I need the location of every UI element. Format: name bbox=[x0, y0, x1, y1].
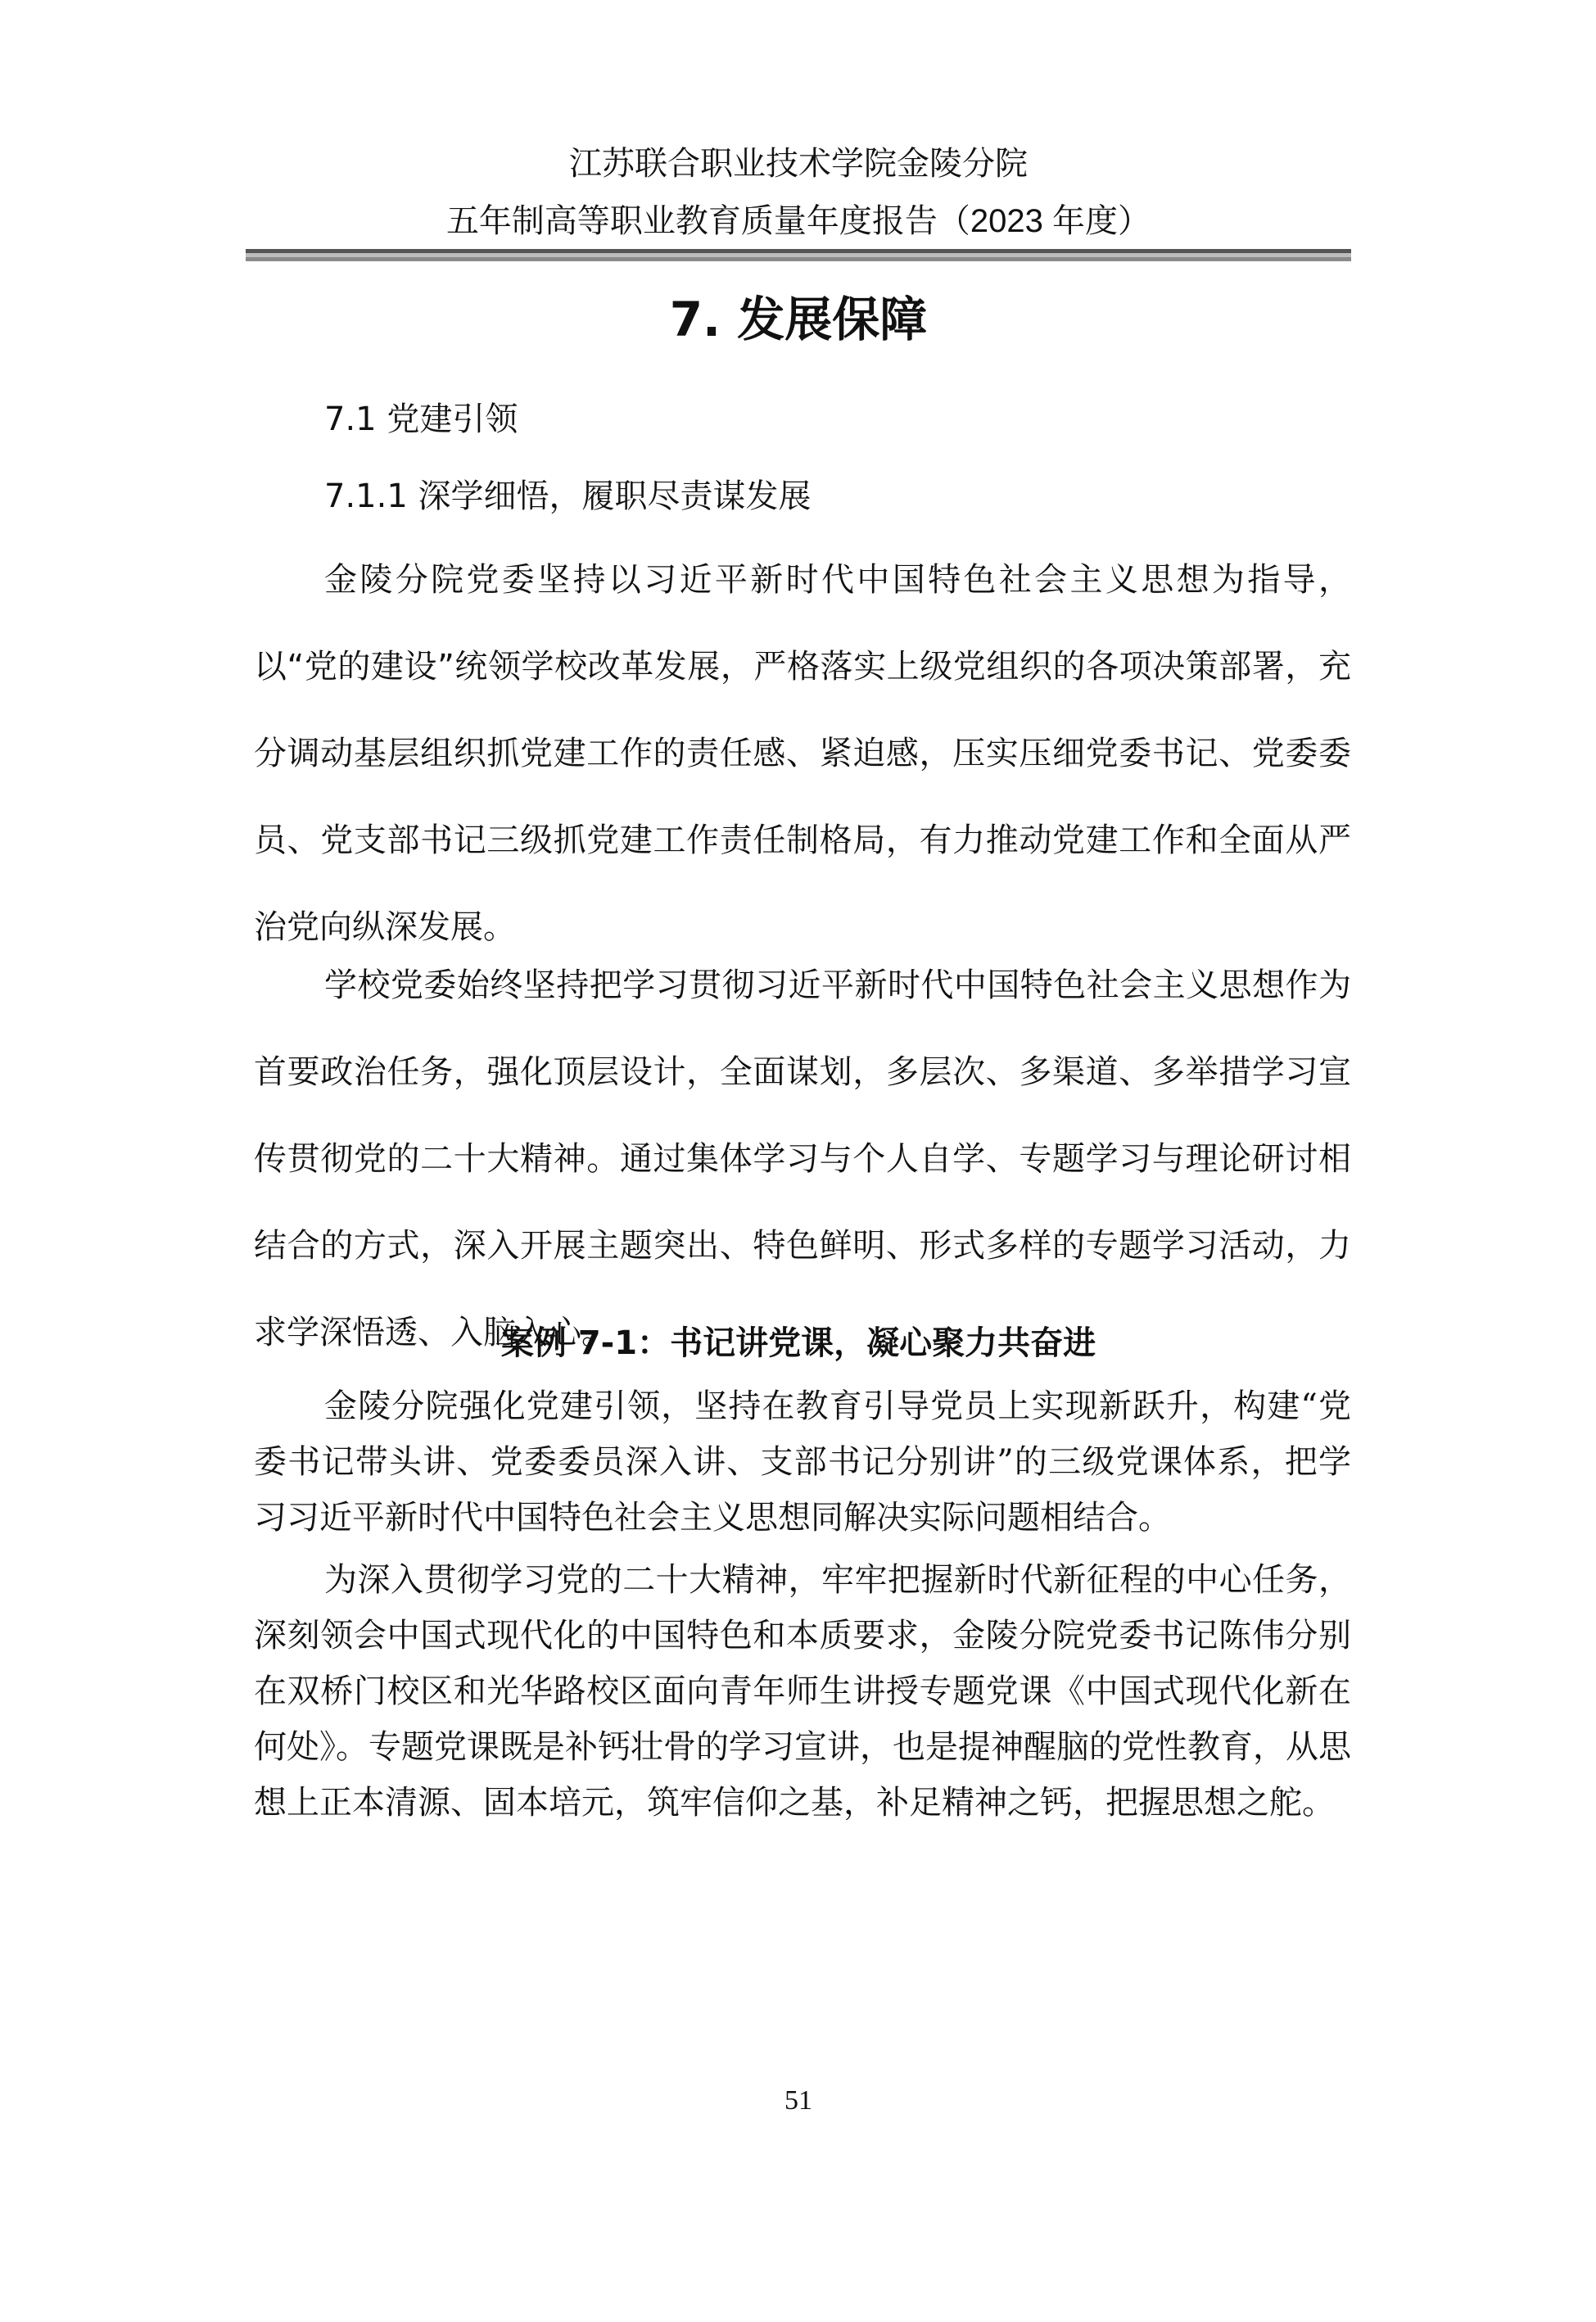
report-header bbox=[246, 135, 1351, 250]
header-institution: 江苏联合职业技术学院金陵分院 bbox=[569, 146, 1028, 182]
page-number: 51 bbox=[784, 2085, 812, 2116]
chapter-title: 7. 发展保障 bbox=[669, 292, 928, 347]
body-paragraph: 学校党委始终坚持把学习贯彻习近平新时代中国特色社会主义思想作为首要政治任务，强化顶层设计，全面谋划，多层次、多渠道、多举措学习宣传贯彻党的二十大精神。通过集体学习与个人自学、专题学习与理论研讨相结合的方式，深入开展主题突出、特色鲜明、形式多样的专题学习活动，力求学深悟透、入脑入心。 bbox=[254, 966, 1351, 1351]
header-divider bbox=[246, 249, 1351, 261]
body-paragraph: 金陵分院党委坚持以习近平新时代中国特色社会主义思想为指导，以“党的建设”统领学校改革发展，严格落实上级党组织的各项决策部署，充分调动基层组织抓党建工作的责任感、紧迫感，压实压细党委书记、党委委员、党支部书记三级抓党建工作责任制格局，有力推动党建工作和全面从严治党向纵深发展。 bbox=[254, 561, 1351, 946]
section-heading: 7.1 党建引领 bbox=[324, 401, 518, 438]
subsection-heading: 7.1.1 深学细悟，履职尽责谋发展 bbox=[324, 478, 812, 515]
case-title: 案例 7-1：书记讲党课，凝心聚力共奋进 bbox=[500, 1324, 1096, 1362]
case-paragraph: 金陵分院强化党建引领，坚持在教育引导党员上实现新跃升，构建“党委书记带头讲、党委委员深入讲、支部书记分别讲”的三级党课体系，把学习习近平新时代中国特色社会主义思想同解决实际问题相结合。 bbox=[254, 1387, 1351, 1537]
header-report-title: 五年制高等职业教育质量年度报告（2023 年度） bbox=[445, 203, 1151, 239]
case-paragraph: 为深入贯彻学习党的二十大精神，牢牢把握新时代新征程的中心任务，深刻领会中国式现代化的中国特色和本质要求，金陵分院党委书记陈伟分别在双桥门校区和光华路校区面向青年师生讲授专题党课《中国式现代化新在何处》。专题党课既是补钙壮骨的学习宣讲，也是提神醒脑的党性教育，从思想上正本清源、固本培元，筑牢信仰之基，补足精神之钙，把握思想之舵。 bbox=[254, 1561, 1351, 1822]
